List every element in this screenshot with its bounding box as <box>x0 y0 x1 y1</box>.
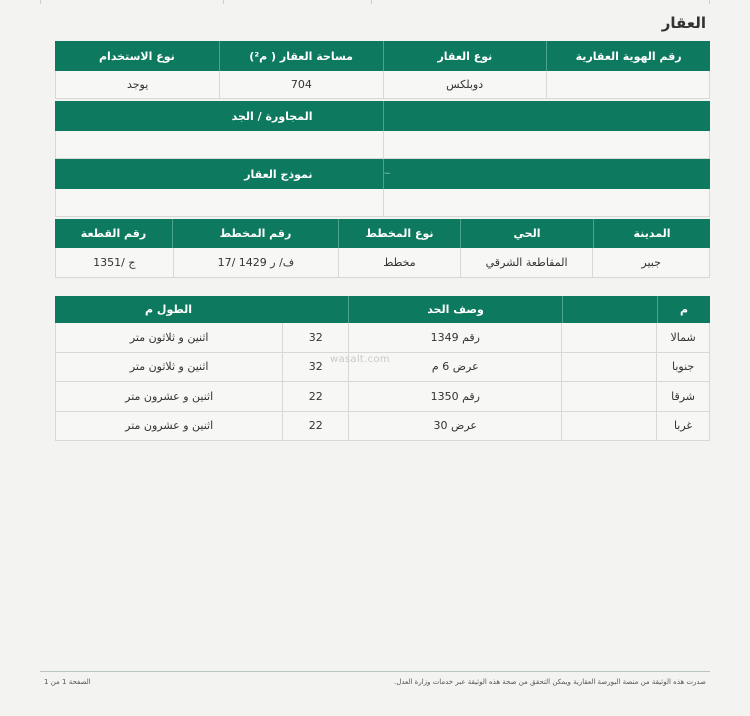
plan-table <box>55 219 710 278</box>
header-property-type: نوع العقار <box>383 41 547 71</box>
property-table <box>55 41 710 99</box>
boundary-direction: شرقا <box>656 382 709 411</box>
boundary-length: 22 <box>282 412 348 441</box>
boundary-blank <box>561 382 656 411</box>
model-data-row <box>55 189 710 217</box>
header-plot-number: رقم القطعة <box>80 227 147 240</box>
neighbor-header-row <box>55 101 710 131</box>
top-frame <box>40 0 710 4</box>
boundary-desc: عرض 30 <box>348 412 561 441</box>
neighbor-data-row <box>55 131 710 159</box>
footer-divider <box>40 671 710 672</box>
header-property-area: مساحة العقار ( م²) <box>219 41 383 71</box>
model-value <box>56 189 383 216</box>
header-index: م <box>657 296 710 323</box>
header-boundary-desc: وصف الحد <box>348 296 562 323</box>
boundary-length-text: اثنين و ثلاثون متر <box>129 330 209 344</box>
header-city: المدينة <box>593 219 710 248</box>
neighbor-table <box>55 101 710 159</box>
boundary-length-text: اثنين و ثلاثون متر <box>129 360 209 374</box>
model-header-row <box>55 159 710 189</box>
value-plan-type: مخطط <box>338 248 460 277</box>
boundary-blank <box>561 323 656 352</box>
boundary-direction: شمالا <box>656 323 709 352</box>
boundaries-header-row <box>55 296 710 323</box>
model-header-blank: ~ <box>383 159 711 189</box>
boundary-length-text: اثنين و عشرون متر <box>125 389 214 403</box>
boundary-length-text: اثنين و عشرون متر <box>125 419 214 433</box>
value-district: المقاطعة الشرقي <box>460 248 593 277</box>
boundary-row <box>55 412 710 442</box>
value-plot-number: ج /1351 <box>93 256 136 269</box>
value-property-id <box>546 71 709 98</box>
header-property-id: رقم الهوية العقارية <box>546 41 710 71</box>
property-header-row <box>55 41 710 71</box>
neighbor-header-blank <box>383 101 711 131</box>
boundaries-table <box>55 296 710 441</box>
boundary-desc: رقم 1349 <box>348 323 561 352</box>
boundary-blank <box>561 412 656 441</box>
watermark: wasalt.com <box>330 354 390 365</box>
value-city: جبير <box>592 248 709 277</box>
model-label: نموذج العقار <box>244 167 313 181</box>
header-direction <box>562 296 657 323</box>
boundary-row <box>55 382 710 412</box>
neighbor-value <box>56 131 383 158</box>
footer-page-number: الصفحة 1 من 1 <box>44 678 91 686</box>
header-plan-type: نوع المخطط <box>338 219 460 248</box>
header-usage-type: نوع الاستخدام <box>99 49 175 63</box>
section-title: العقار <box>661 14 706 32</box>
boundary-desc: عرض 6 م <box>348 353 561 382</box>
boundary-length: 22 <box>282 382 348 411</box>
model-table <box>55 159 710 217</box>
value-property-type: دوبلكس <box>383 71 546 98</box>
value-property-area: 704 <box>219 71 382 98</box>
footer-note: صدرت هذه الوثيقة من منصة البورصة العقارية ويمكن التحقق من صحة هذه الوثيقة عبر خدمات وزارة العدل. <box>394 678 706 686</box>
value-plan-number: ف/ ر 1429 /17 <box>173 248 339 277</box>
boundary-desc: رقم 1350 <box>348 382 561 411</box>
header-district: الحي <box>460 219 593 248</box>
boundary-row <box>55 323 710 353</box>
property-data-row <box>55 71 710 99</box>
boundary-length: 32 <box>282 323 348 352</box>
boundary-blank <box>561 353 656 382</box>
plan-data-row <box>55 248 710 278</box>
neighbor-label: المجاورة / الجد <box>231 109 313 123</box>
boundary-direction: غربا <box>656 412 709 441</box>
header-length-num <box>282 296 348 323</box>
header-length: الطول م <box>145 303 192 316</box>
value-usage-type: يوجد <box>126 78 149 91</box>
plan-header-row <box>55 219 710 248</box>
neighbor-value-a <box>383 131 710 158</box>
header-plan-number: رقم المخطط <box>172 219 338 248</box>
boundary-length: 32 <box>282 353 348 382</box>
boundary-direction: جنوبا <box>656 353 709 382</box>
model-value-a <box>383 189 710 216</box>
